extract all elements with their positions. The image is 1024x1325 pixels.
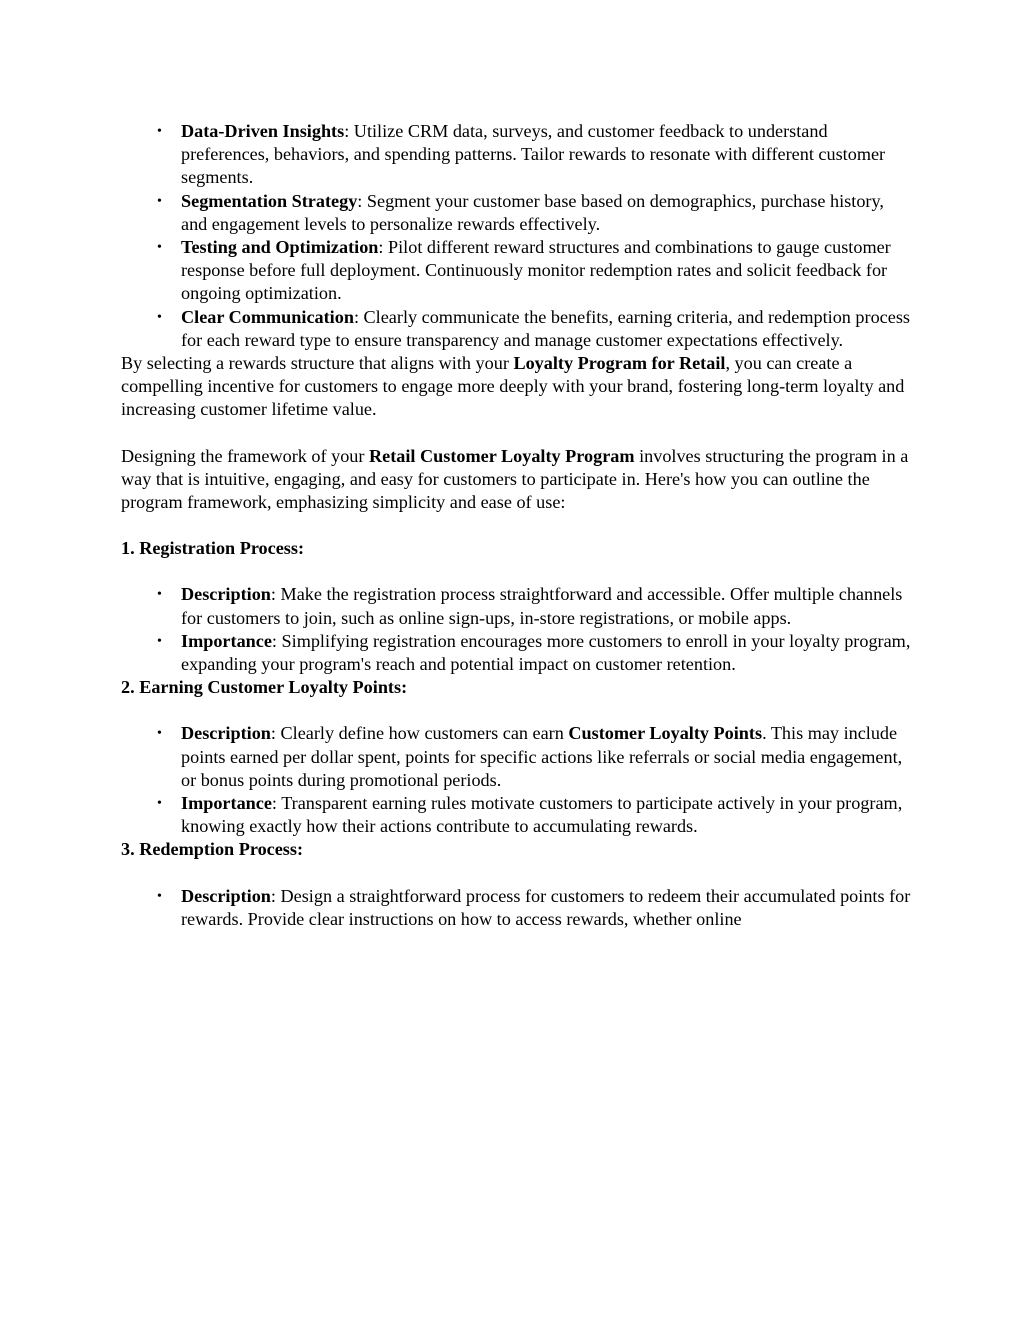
item-term: Description: [181, 584, 271, 605]
paragraph-rewards-structure: By selecting a rewards structure that aligns with your Loyalty Program for Retail, you can create a compelling incentive for customers to engage more deeply with your brand, fostering long-term loyalty and increasing customer lifetime value.: [121, 353, 905, 420]
bullet-icon: •: [157, 587, 162, 603]
item-text: : Make the registration process straightforward and accessible. Offer multiple channels for customers to join, such as online sign-ups, in-store registrations, or mobile apps.: [181, 584, 903, 628]
bullet-icon: •: [157, 726, 162, 742]
rewards-tips-list: [121, 120, 911, 352]
redemption-list: [121, 885, 911, 931]
keyword-loyalty-program-for-retail: Loyalty Program for Retail: [513, 353, 726, 374]
list-item-importance: [157, 630, 911, 676]
earning-points-list: [121, 722, 911, 838]
keyword-retail-customer-loyalty-program: Retail Customer Loyalty Program: [369, 445, 635, 466]
item-text: : Clearly communicate the benefits, earning criteria, and redemption process for each reward type to ensure transparency and manage customer expectations effectively.: [181, 306, 910, 350]
item-term: Clear Communication: [181, 306, 354, 327]
bullet-icon: •: [157, 309, 162, 325]
list-item-testing-optimization: [157, 236, 911, 306]
list-item-description: [157, 885, 911, 931]
list-item-importance: [157, 792, 911, 838]
list-item-clear-communication: [157, 306, 911, 352]
item-text: : Pilot different reward structures and combinations to gauge customer response before full deployment. Continuously monitor redemption rates and solicit feedback for ongoing optimization.: [181, 237, 891, 304]
item-term: Description: [181, 885, 271, 906]
document-page: [121, 120, 911, 931]
section-heading-earning-points: 2. Earning Customer Loyalty Points:: [121, 677, 408, 698]
item-text: : Transparent earning rules motivate customers to participate actively in your program, knowing exactly how their actions contribute to accumulating rewards.: [181, 793, 903, 837]
bullet-icon: •: [157, 240, 162, 256]
list-item-description: • Description: Clearly define how customers can earn Customer Loyalty Points. This may include points earned per dollar spent, points for specific actions like referrals or social media engagement, or bonus points during promotional periods.: [157, 723, 903, 790]
item-text: : Simplifying registration encourages more customers to enroll in your loyalty program, expanding your program's reach and potential impact on customer retention.: [181, 630, 911, 675]
item-term: Segmentation Strategy: [181, 190, 358, 211]
bullet-icon: •: [157, 193, 162, 209]
registration-list: [121, 583, 911, 676]
keyword-customer-loyalty-points: Customer Loyalty Points: [568, 723, 763, 744]
list-item-description: [157, 583, 911, 629]
list-item-segmentation-strategy: [157, 190, 911, 236]
section-heading-redemption: 3. Redemption Process:: [121, 839, 304, 860]
paragraph-framework-intro: Designing the framework of your Retail Customer Loyalty Program involves structuring the program in a way that is intuitive, engaging, and easy for customers to participate in. Here's how you can outline the program framework, emphasizing simplicity and ease of use:: [121, 445, 909, 513]
item-term: Importance: [181, 630, 272, 651]
bullet-icon: •: [157, 124, 162, 139]
item-text: : Utilize CRM data, surveys, and customer feedback to understand preferences, behaviors, and spending patterns. Tailor rewards to resonate with different customer segments.: [181, 121, 886, 188]
section-heading-registration: 1. Registration Process:: [121, 538, 305, 559]
item-term: Testing and Optimization: [181, 237, 379, 258]
item-term: Data-Driven Insights: [181, 121, 345, 141]
bullet-icon: •: [157, 888, 162, 904]
item-term: Importance: [181, 793, 272, 814]
item-text: : Segment your customer base based on demographics, purchase history, and engagement levels to personalize rewards effectively.: [181, 190, 884, 234]
bullet-icon: •: [157, 796, 162, 812]
item-term: Description: [181, 723, 271, 744]
item-text: : Design a straightforward process for customers to redeem their accumulated points for rewards. Provide clear instructions on how to access rewards, whether online: [181, 885, 911, 929]
bullet-icon: •: [157, 633, 162, 649]
list-item-data-driven-insights: [157, 120, 911, 190]
